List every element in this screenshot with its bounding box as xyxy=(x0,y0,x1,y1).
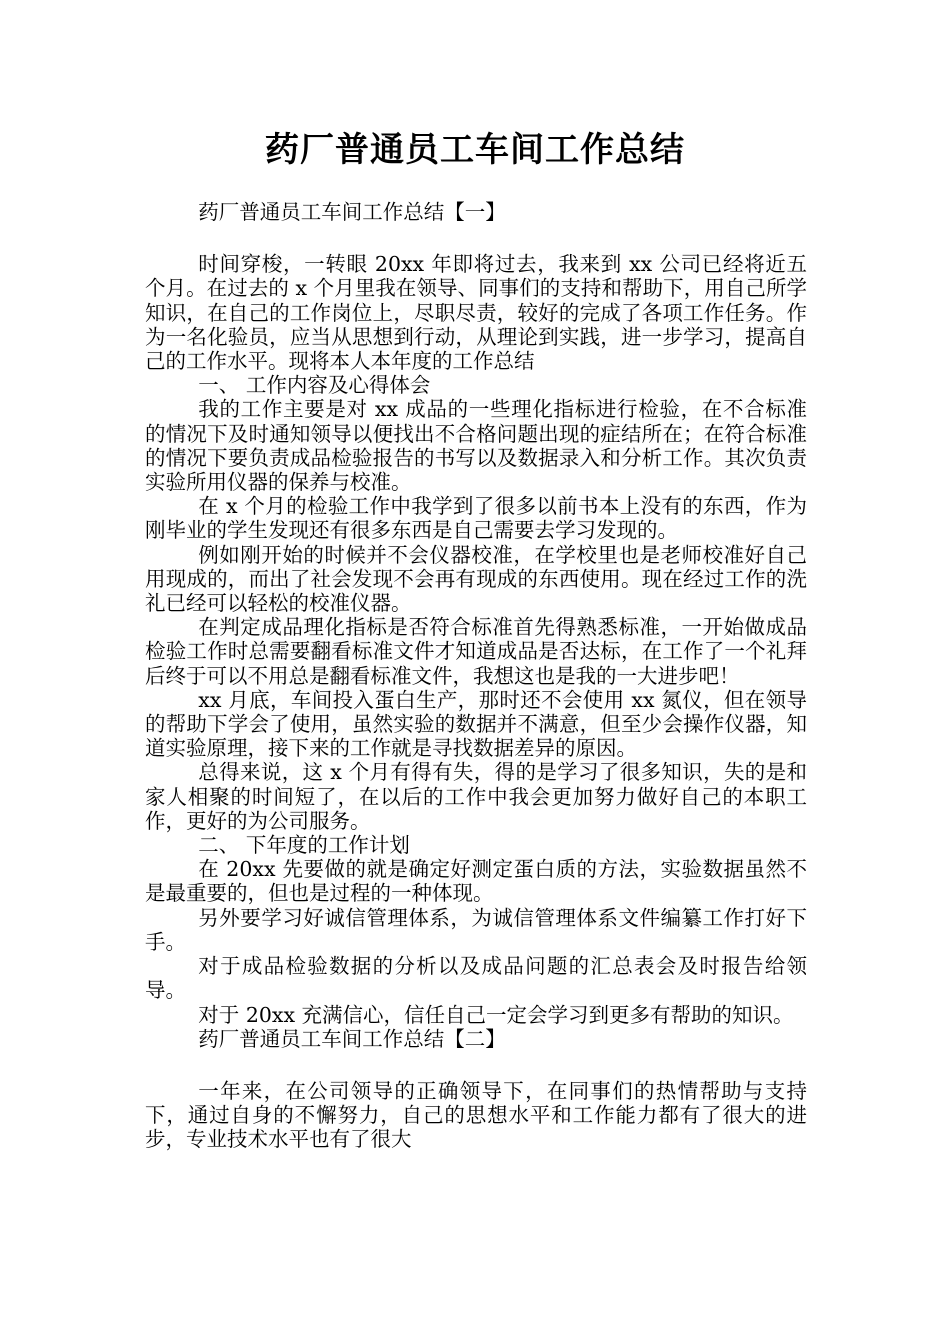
paragraph-plan-analysis: 对于成品检验数据的分析以及成品问题的汇总表会及时报告给领导。 xyxy=(145,954,807,1003)
paragraph-plan-confidence: 对于 20xx 充满信心，信任自己一定会学习到更多有帮助的知识。 xyxy=(198,1002,794,1027)
paragraph-learning: 在 x 个月的检验工作中我学到了很多以前书本上没有的东西，作为刚毕业的学生发现还有很多东西是自己需要去学习发现的。 xyxy=(145,494,807,543)
paragraph-work-duties: 我的工作主要是对 xx 成品的一些理化指标进行检验，在不合标准的情况下及时通知领导以便找出不合格问题出现的症结所在；在符合标准的情况下要负责成品检验报告的书写以及数据录入和分析工作。其次负责实验所用仪器的保养与校准。 xyxy=(145,397,807,495)
paragraph-protein-production: xx 月底，车间投入蛋白生产，那时还不会使用 xx 氮仪，但在领导的帮助下学会了使用，虽然实验的数据并不满意，但至少会操作仪器，知道实验原理，接下来的工作就是寻找数据差异的原因。 xyxy=(145,687,807,761)
paragraph-summary: 总得来说，这 x 个月有得有失，得的是学习了很多知识，失的是和家人相聚的时间短了，在以后的工作中我会更加努力做好自己的本职工作，更好的为公司服务。 xyxy=(145,760,807,833)
section-heading-2: 药厂普通员工车间工作总结【二】 xyxy=(198,1026,506,1051)
subheading-next-year-plan: 二、 下年度的工作计划 xyxy=(198,833,410,858)
paragraph-calibration: 例如刚开始的时候并不会仪器校准，在学校里也是老师校准好自己用现成的，而出了社会发现不会再有现成的东西使用。现在经过工作的洗礼已经可以轻松的校准仪器。 xyxy=(145,542,807,616)
paragraph-intro: 时间穿梭，一转眼 20xx 年即将过去，我来到 xx 公司已经将近五个月。在过去的 x 个月里我在领导、同事们的支持和帮助下，用自己所学知识，在自己的工作岗位上，尽职尽责，较好的完成了各项工作任务。作为一名化验员，应当从思想到行动，从理论到实践，进一步学习，提高自己的工作水平。现将本人本年度的工作总结 xyxy=(145,252,807,374)
document-body xyxy=(145,200,807,1152)
spacer xyxy=(145,224,807,252)
spacer xyxy=(145,1051,807,1079)
paragraph-section2-intro: 一年来，在公司领导的正确领导下，在同事们的热情帮助与支持下，通过自身的不懈努力，自己的思想水平和工作能力都有了很大的进步，专业技术水平也有了很大 xyxy=(145,1078,807,1152)
paragraph-plan-protein: 在 20xx 先要做的就是确定好测定蛋白质的方法，实验数据虽然不是最重要的，但也是过程的一种体现。 xyxy=(145,857,807,906)
subheading-work-content: 一、 工作内容及心得体会 xyxy=(198,373,431,398)
section-heading-1: 药厂普通员工车间工作总结【一】 xyxy=(198,200,506,224)
paragraph-standards: 在判定成品理化指标是否符合标准首先得熟悉标准，一开始做成品检验工作时总需要翻看标准文件才知道成品是否达标，在工作了一个礼拜后终于可以不用总是翻看标准文件，我想这也是我的一大进步吧！ xyxy=(145,615,807,688)
document-title: 药厂普通员工车间工作总结 xyxy=(265,130,685,170)
paragraph-plan-integrity: 另外要学习好诚信管理体系，为诚信管理体系文件编纂工作打好下手。 xyxy=(145,905,807,954)
